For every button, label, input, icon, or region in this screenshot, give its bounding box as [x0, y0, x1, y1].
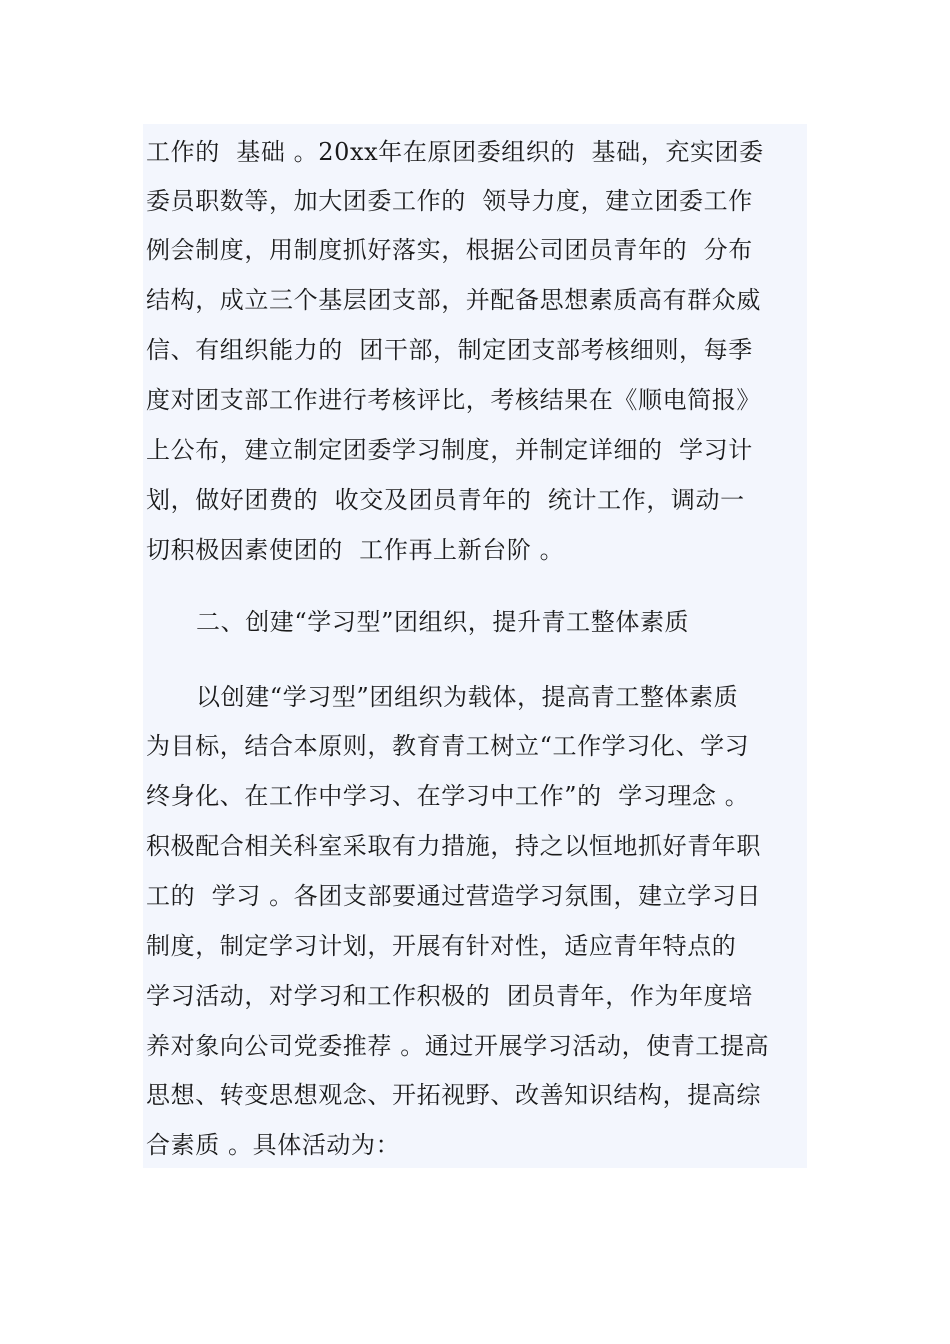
section-heading: 二、创建“学习型”团组织，提升青工整体素质	[196, 608, 690, 636]
text-line: 合素质 。具体活动为：	[146, 1131, 401, 1159]
text-line: 例会制度，用制度抓好落实，根据公司团员青年的 分布	[146, 236, 753, 264]
text-line: 委员职数等，加大团委工作的 领导力度，建立团委工作	[146, 187, 753, 215]
text-line: 上公布，建立制定团委学习制度，并制定详细的 学习计	[146, 436, 753, 464]
text-line: 制度，制定学习计划，开展有针对性，适应青年特点的	[146, 932, 737, 960]
text-line: 信、有组织能力的 团干部，制定团支部考核细则，每季	[146, 336, 753, 364]
text-line: 为目标，结合本原则，教育青工树立“工作学习化、学习	[146, 732, 750, 760]
text-line: 思想、转变思想观念、开拓视野、改善知识结构，提高综	[146, 1081, 761, 1109]
text-line: 以创建“学习型”团组织为载体，提高青工整体素质	[196, 683, 739, 711]
text-line: 切积极因素使团的 工作再上新台阶 。	[146, 536, 565, 564]
text-line: 工的 学习 。各团支部要通过营造学习氛围，建立学习日	[146, 882, 762, 910]
text-line: 终身化、在工作中学习、在学习中工作”的 学习理念 。	[146, 782, 750, 810]
text-line: 学习活动，对学习和工作积极的 团员青年，作为年度培	[146, 982, 753, 1010]
text-line: 养对象向公司党委推荐 。通过开展学习活动，使青工提高	[146, 1032, 770, 1060]
text-line: 工作的 基础 。20xx年在原团委组织的 基础，充实团委	[146, 138, 764, 166]
text-line: 结构，成立三个基层团支部，并配备思想素质高有群众威	[146, 286, 761, 314]
text-line: 度对团支部工作进行考核评比，考核结果在《顺电简报》	[146, 386, 761, 414]
text-line: 划，做好团费的 收交及团员青年的 统计工作，调动一	[146, 486, 745, 514]
text-line: 积极配合相关科室采取有力措施，持之以恒地抓好青年职	[146, 832, 761, 860]
